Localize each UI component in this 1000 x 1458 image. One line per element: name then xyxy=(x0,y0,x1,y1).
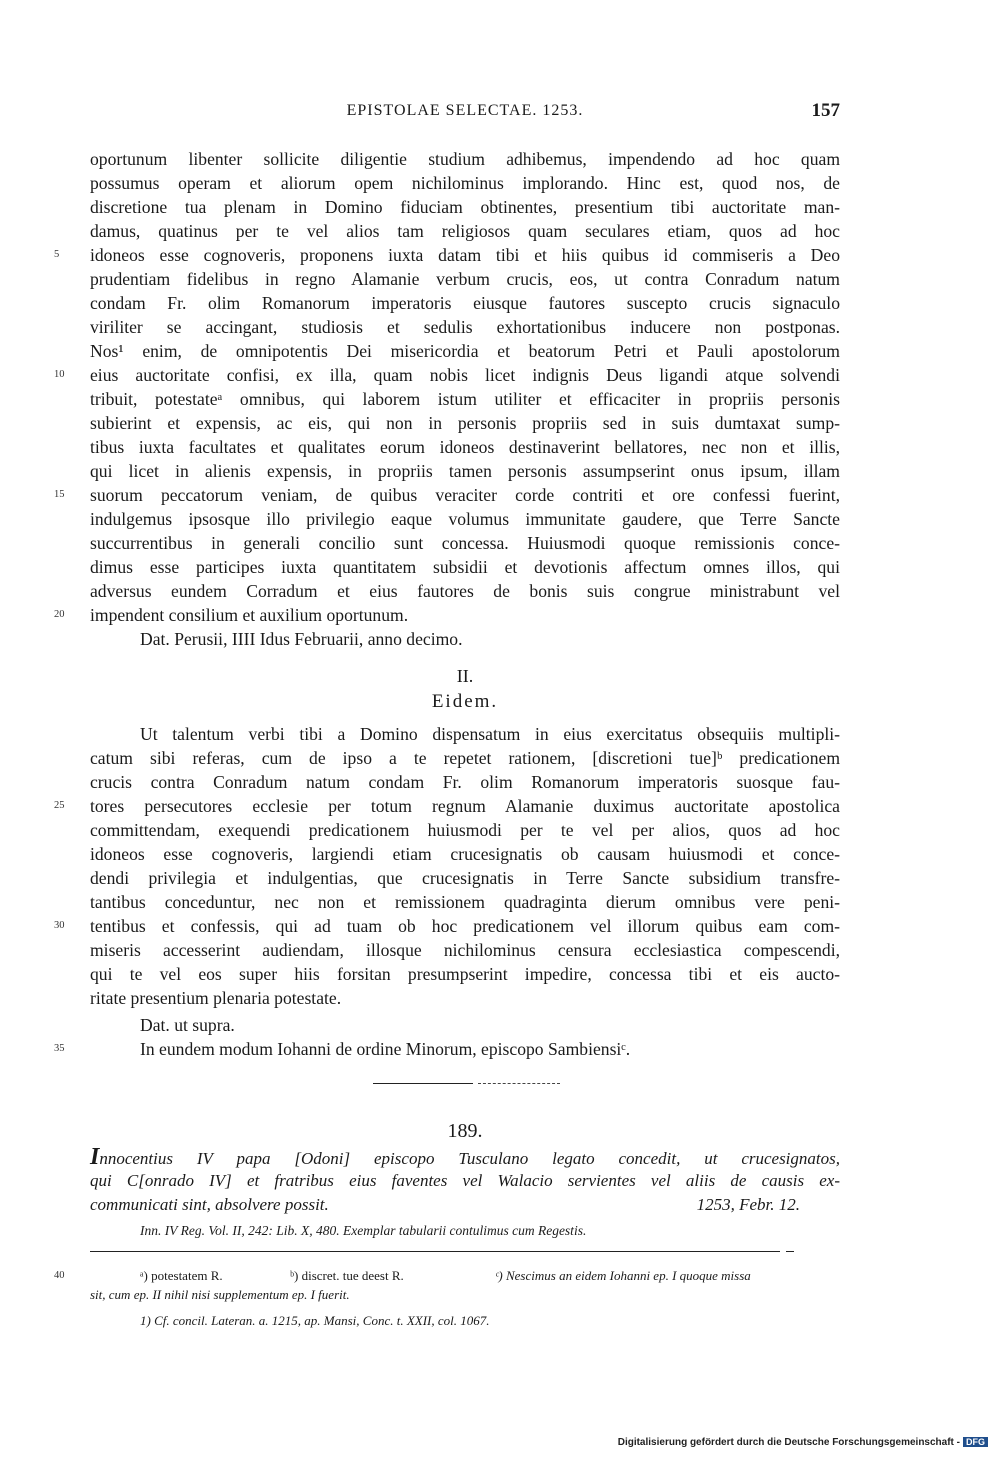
text-line: suorum peccatorum veniam, de quibus veraciter corde contriti et ore confessi fuerint, xyxy=(90,485,840,505)
regest-line xyxy=(90,1145,840,1169)
dropcap: I xyxy=(90,1144,100,1170)
text-line: idoneos esse cognoveris, proponens iuxta datam tibi et hiis quibus id commiseris a Deo xyxy=(90,245,840,265)
text-line: tentibus et confessis, qui ad tuam ob hoc predicationem vel illorum quibus eam com- xyxy=(90,916,840,936)
text-line: dimus esse participes iuxta quantitatem subsidii et devotionis affectum omnes illos, qui xyxy=(90,557,840,577)
text-line: Nos¹ enim, de omnipotentis Dei misericordia et beatorum Petri et Pauli apostolorum xyxy=(90,341,840,361)
section-title: Eidem. xyxy=(431,691,499,712)
digitization-credit xyxy=(618,1437,988,1448)
line-number: 20 xyxy=(54,609,65,620)
document-number: 189. xyxy=(447,1120,483,1142)
dating-line: Dat. Perusii, IIII Idus Februarii, anno decimo. xyxy=(140,629,463,649)
text-line: tores persecutores ecclesie per totum regnum Alamanie duximus auctoritate apostolica xyxy=(90,796,840,816)
text-line: committendam, exequendi predicationem huiusmodi per te vel per alios, quos ad hoc xyxy=(90,820,840,840)
addressee-note: In eundem modum Iohanni de ordine Minorum, episcopo Sambiensiᶜ. xyxy=(140,1039,631,1059)
text-line: impendent consilium et auxilium oportunum. xyxy=(90,605,409,625)
footnote-rule-end xyxy=(786,1251,794,1252)
text-line: Ut talentum verbi tibi a Domino dispensatum in eius exercitatus obsequiis multipli- xyxy=(140,724,840,744)
text-line: adversus eundem Corradum et eius fautores de bonis suis congrue ministrabunt vel xyxy=(90,581,840,601)
text-line: tantibus conceduntur, nec non et remissionem quadraginta dierum omnibus vere peni- xyxy=(90,892,840,912)
text-line: damus, quatinus per te vel alios tam religiosos quam seculares etiam, quos ad hoc xyxy=(90,221,840,241)
running-head xyxy=(90,102,840,130)
line-number: 15 xyxy=(54,489,65,500)
separator-rule xyxy=(373,1083,473,1084)
footnote-rule xyxy=(90,1251,780,1252)
text-line: possumus operam et aliorum opem nichilominus implorando. Hinc est, quod nos, de xyxy=(90,173,840,193)
dating-line: Dat. ut supra. xyxy=(140,1015,235,1035)
regest-line: qui C[onrado IV] et fratribus eius faventes vel Walacio servientes vel aliis de causis ex- xyxy=(90,1171,840,1190)
text-line: succurrentibus in generali concilio sunt concessa. Huiusmodi quoque remissionis conce- xyxy=(90,533,840,553)
running-title: EPISTOLAE SELECTAE. 1253. xyxy=(346,102,584,119)
text-line: qui licet in alienis expensis, in propriis tamen personis assumpserint onus ipsum, illam xyxy=(90,461,840,481)
line-number: 30 xyxy=(54,920,65,931)
dfg-logo: DFG xyxy=(963,1437,988,1447)
footnote-b: ᵇ) discret. tue deest R. xyxy=(290,1268,404,1283)
text-line: catum sibi referas, cum de ipso a te repetet rationem, [discretioni tue]ᵇ predicationem xyxy=(90,748,840,768)
text-line: crucis contra Conradum natum condam Fr. olim Romanorum imperatoris suosque fau- xyxy=(90,772,840,792)
footnote-1: 1) Cf. concil. Lateran. a. 1215, ap. Mansi, Conc. t. XXII, col. 1067. xyxy=(140,1313,490,1328)
text-line: subierint et expensis, ac eis, qui non in personis propriis sed in suis dumtaxat sump- xyxy=(90,413,840,433)
line-number: 35 xyxy=(54,1043,65,1054)
text-line: ritate presentium plenaria potestate. xyxy=(90,988,342,1008)
text-line: viriliter se accingant, studiosis et sedulis exhortationibus inducere non postponas. xyxy=(90,317,840,337)
source-note: Inn. IV Reg. Vol. II, 242: Lib. X, 480. Exemplar tabularii contulimus cum Regestis. xyxy=(140,1223,587,1238)
line-number: 40 xyxy=(54,1270,65,1281)
text-line: oportunum libenter sollicite diligentie studium adhibemus, impendendo ad hoc quam xyxy=(90,149,840,169)
regest-text: nnocentius IV papa [Odoni] episcopo Tusculano legato concedit, ut crucesignatos, xyxy=(99,1149,840,1168)
text-line: qui te vel eos super hiis forsitan presumpserint impedire, concessa tibi et eis aucto- xyxy=(90,964,840,984)
footnote-c: ᶜ) Nescimus an eidem Iohanni ep. I quoque missa xyxy=(495,1268,751,1283)
text-line: condam Fr. olim Romanorum imperatoris eiusque fautores suscepto crucis signaculo xyxy=(90,293,840,313)
text-line: eius auctoritate confisi, ex illa, quam nobis licet indignis Deus ligandi atque solvendi xyxy=(90,365,840,385)
text-line: idoneos esse cognoveris, largiendi etiam crucesignatis ob causam huiusmodi et conce- xyxy=(90,844,840,864)
text-line: dendi privilegia et indulgentias, que crucesignatis in Terre Sancte subsidium transfre- xyxy=(90,868,840,888)
text-line: tibus iuxta facultates et qualitates eorum idoneos destinaverint bellatores, nec non et illis, xyxy=(90,437,840,457)
text-line: discretione tua plenam in Domino fiduciam obtinentes, presentium tibi auctoritate man- xyxy=(90,197,840,217)
text-line: indulgemus ipsosque illo privilegio eaque volumus immunitate gaudere, que Terre Sancte xyxy=(90,509,840,529)
regest-date: 1253, Febr. 12. xyxy=(696,1195,800,1214)
line-number: 10 xyxy=(54,369,65,380)
separator-dashes xyxy=(478,1083,560,1084)
text-line: miseris accesserint audiendam, illosque nichilominus censura ecclesiastica compescendi, xyxy=(90,940,840,960)
regest-text: communicati sint, absolvere possit. xyxy=(90,1195,329,1214)
regest-line xyxy=(90,1193,840,1217)
page-number: 157 xyxy=(811,100,840,121)
footnote-c-continued: sit, cum ep. II nihil nisi supplementum ep. I fuerit. xyxy=(90,1287,350,1302)
text-line: tribuit, potestateᵃ omnibus, qui laborem istum utiliter et efficaciter in propriis personis xyxy=(90,389,840,409)
line-number: 5 xyxy=(54,249,60,260)
credit-text: Digitalisierung gefördert durch die Deutsche Forschungsgemeinschaft - xyxy=(617,1437,960,1448)
line-number: 25 xyxy=(54,800,65,811)
section-number: II. xyxy=(456,666,474,686)
text-line: prudentiam fidelibus in regno Alamanie verbum crucis, eos, ut contra Conradum natum xyxy=(90,269,840,289)
footnote-a: ᵃ) potestatem R. xyxy=(140,1268,223,1283)
